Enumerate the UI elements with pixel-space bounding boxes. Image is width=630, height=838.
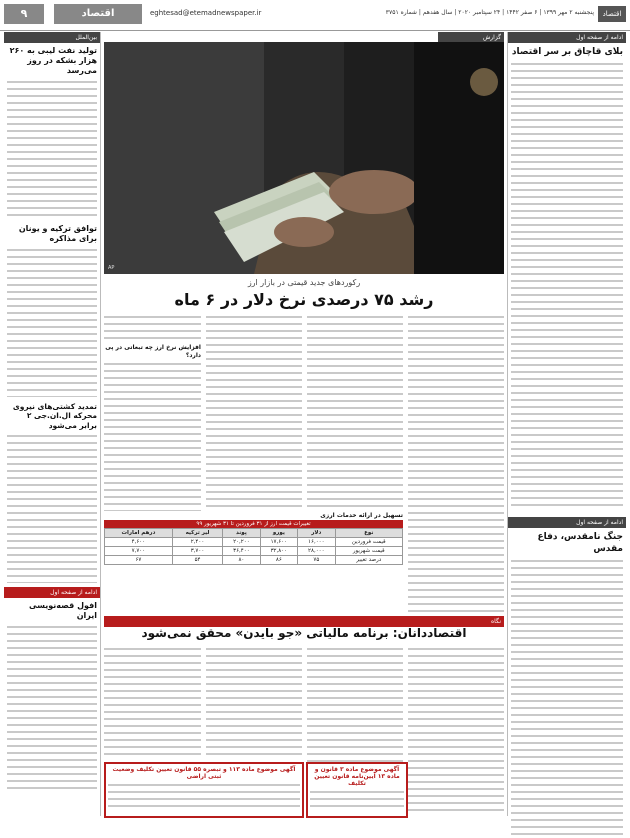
kicker: گزارش — [438, 32, 504, 43]
photo-hands-counting-dollars — [104, 42, 504, 274]
table-cell: ۴,۶۰۰ — [105, 538, 173, 547]
table-cell: قیمت شهریور — [335, 547, 402, 556]
article-body — [408, 314, 504, 614]
article-body — [104, 361, 201, 511]
table-cell: ۳,۷۰۰ — [172, 547, 222, 556]
article-body — [307, 314, 403, 510]
table-cell: ۳۲,۸۰۰ — [260, 547, 297, 556]
column-headline: تمدید کشتی‌های نیروی محرکه ال.ان.جی ۲ برابر می‌شود — [12, 402, 97, 430]
legal-notice — [306, 762, 408, 818]
table-cell: ۸۰ — [223, 556, 260, 565]
kicker: ادامه از صفحه اول — [508, 517, 626, 528]
table-cell: ۵۴ — [172, 556, 222, 565]
right-column — [507, 32, 626, 816]
article-body — [511, 61, 623, 511]
table-header-cell: یورو — [260, 529, 297, 538]
table-cell: ۷۵ — [298, 556, 335, 565]
table-cell: ۱۷,۶۰۰ — [260, 538, 297, 547]
table-cell: ۸۶ — [260, 556, 297, 565]
table-cell: درصد تغییر — [335, 556, 402, 565]
column-headline: جنگ نامقدس، دفاع مقدس — [537, 532, 623, 554]
main-headline: رشد ۷۵ درصدی نرخ دلار در ۶ ماه — [174, 290, 434, 309]
table-title: تغییرات قیمت ارز از ۳۱ فروردین تا ۳۱ شهریور ۹۹ — [104, 520, 403, 528]
column-headline: تولید نفت لیبی به ۲۶۰ هزار بشکه در روز می‌رسد — [9, 46, 97, 75]
article-subhead: افزایش نرخ ارز چه تبعاتی در پی دارد؟ — [105, 344, 201, 359]
subheadline: رکوردهای جدید قیمتی در بازار ارز — [247, 278, 361, 287]
main-area — [104, 32, 504, 816]
table-header-cell: نوع — [335, 529, 402, 538]
table-row — [105, 538, 403, 547]
column-headline: توافق ترکیه و یونان برای مذاکره — [18, 224, 97, 243]
legal-notice — [104, 762, 304, 818]
column-headline: بلای قاچاق بر سر اقتصاد — [511, 47, 623, 57]
table-cell: ۱۶,۰۰۰ — [298, 538, 335, 547]
column-headline: افول قصه‌نویسی ایران — [29, 601, 97, 621]
table-header-cell: دلار — [298, 529, 335, 538]
kicker: نگاه — [104, 616, 504, 627]
article-body — [7, 247, 97, 397]
newspaper-logo: اقتصاد — [598, 6, 626, 22]
kicker: ادامه از صفحه اول — [508, 32, 626, 43]
table-header-cell: درهم امارات — [105, 529, 173, 538]
kicker: بین‌الملل — [4, 32, 100, 43]
photo-credit: AP — [108, 265, 115, 271]
notice-body — [108, 782, 300, 810]
article-body — [7, 79, 97, 219]
article-body — [7, 433, 97, 583]
masthead — [0, 0, 630, 31]
notice-title: آگهی موضوع ماده ۳ قانون و ماده ۱۳ آیین‌نامه قانون تعیین تکلیف — [314, 766, 400, 787]
issue-line: پنجشنبه ۲ مهر ۱۳۹۹ | ۶ صفر ۱۴۴۲ | ۲۴ سپتامبر ۲۰۲۰ | سال هفدهم | شماره ۳۷۵۱ — [385, 9, 594, 16]
article-subhead: تسهیل در ارائه خدمات ارزی — [320, 512, 403, 519]
table-header-cell: پوند — [223, 529, 260, 538]
table-row — [105, 547, 403, 556]
notice-body — [310, 789, 404, 807]
notice-title: آگهی موضوع ماده ۱۱۳ و تبصره ۵۵ قانون تعیین تکلیف وضعیت ثبتی اراضی — [112, 766, 296, 780]
article-body — [104, 646, 201, 756]
article-body — [206, 314, 302, 510]
table-cell: ۷,۷۰۰ — [105, 547, 173, 556]
table-cell: ۲۸,۰۰۰ — [298, 547, 335, 556]
table-cell: ۳۶,۴۰۰ — [223, 547, 260, 556]
article-body — [104, 314, 201, 342]
article-body — [7, 624, 97, 794]
page-number: ۹ — [4, 4, 44, 24]
table-cell: ۶۷ — [105, 556, 173, 565]
left-column — [4, 32, 101, 816]
section-title: اقتصاد — [54, 4, 142, 24]
lead-photo — [104, 42, 504, 274]
table-row — [105, 556, 403, 565]
second-headline: اقتصاددانان: برنامه مالیاتی «جو بایدن» محقق نمی‌شود — [141, 626, 467, 640]
table-cell: قیمت فروردین — [335, 538, 402, 547]
table-cell: ۲۰,۲۰۰ — [223, 538, 260, 547]
article-body — [408, 646, 504, 816]
article-body — [206, 646, 302, 756]
table-header-cell: لیر ترکیه — [172, 529, 222, 538]
kicker: ادامه از صفحه اول — [4, 587, 100, 598]
table-cell: ۲,۴۰۰ — [172, 538, 222, 547]
fx-table — [104, 528, 403, 565]
fx-table-block — [104, 520, 403, 565]
article-body — [511, 558, 623, 838]
article-side — [104, 314, 201, 511]
contact-email[interactable]: eghtesad@etemadnewspaper.ir — [150, 9, 262, 17]
table-header-row — [105, 529, 403, 538]
table-body — [105, 538, 403, 565]
